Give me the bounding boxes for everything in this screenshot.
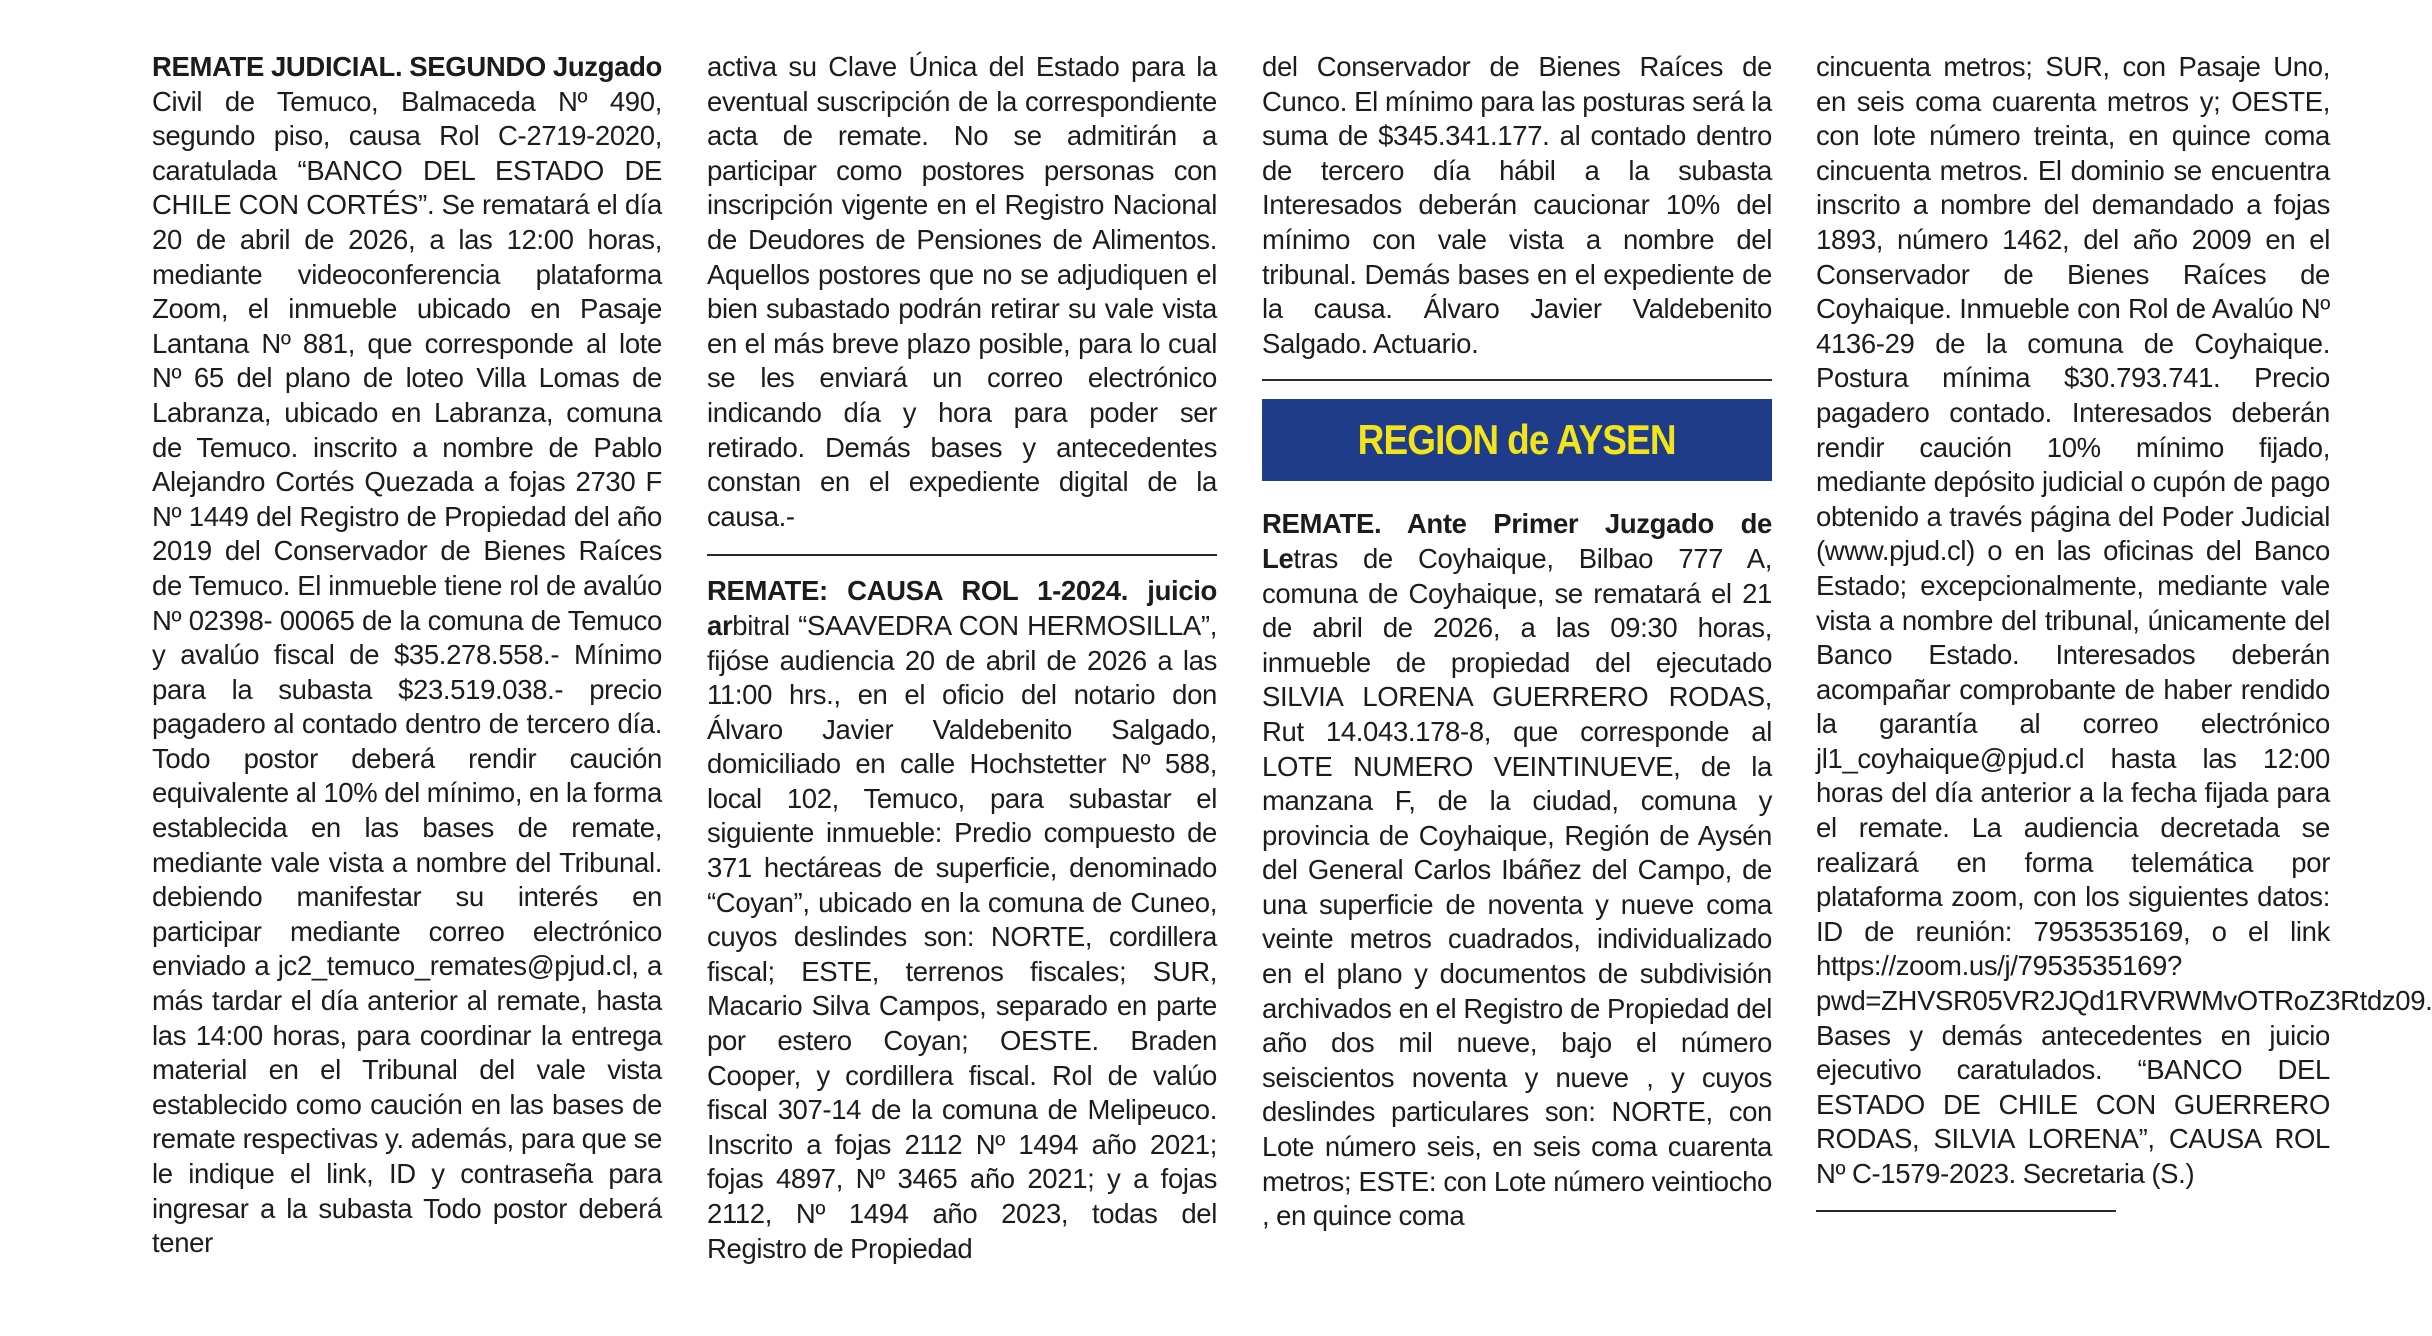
notice-body: bitral “SAAVEDRA CON HERMOSILLA”, fijóse audiencia 20 de abril de 2026 a las 11:00 hrs., en el oficio del notario don Álvaro Javier Valdebenito Salgado, domiciliado en calle Hochstetter Nº 588, local 102, Temuco, para subastar el siguiente inmueble: Predio compuesto de 371 hectáreas de superficie, denominado “Coyan”, ubicado en la comuna de Cuneo, cuyos deslindes son: NORTE, cordillera fiscal; ESTE, terrenos fiscales; SUR, Macario Silva Campos, separado en parte por estero Coyan; OESTE. Braden Cooper, y cordillera fiscal. Rol de valúo fiscal 307-14 de la comuna de Melipeuco. Inscrito a fojas 2112 Nº 1494 año 2021; fojas 4897, Nº 3465 año 2021; y a fojas 2112, Nº 1494 año 2023, todas del Registro de Propiedad <box>707 609 1217 1264</box>
notice-heading: REMATE: CAUSA ROL 1-2024. juicio ar <box>707 575 1217 641</box>
notice-body: Civil de Temuco, Balmaceda Nº 490, segundo piso, causa Rol C-2719-2020, caratulada “BANCO DEL ESTADO DE CHILE CON CORTÉS”. Se rematará el día 20 de abril de 2026, a las 12:00 horas, mediante videoconferencia plataforma Zoom, el inmueble ubicado en Pasaje Lantana Nº 881, que corresponde al lote Nº 65 del plano de loteo Villa Lomas de Labranza, ubicado en Labranza, comuna de Temuco. inscrito a nombre de Pablo Alejandro Cortés Quezada a fojas 2730 F Nº 1449 del Registro de Propiedad del año 2019 del Conservador de Bienes Raíces de Temuco. El inmueble tiene rol de avalúo Nº 02398- 00065 de la comuna de Temuco y avalúo fiscal de $35.278.558.- Mínimo para la subasta $23.519.038.- precio pagadero al contado dentro de tercero día. Todo postor deberá rendir caución equivalente al 10% del mínimo, en la forma establecida en las bases de remate, mediante vale vista a nombre del Tribunal. debiendo manifestar su interés en participar mediante correo electrónico enviado a jc2_temuco_remates@pjud.cl, a más tardar el día anterior al remate, hasta las 14:00 horas, para coordinar la entrega material en el Tribunal del vale vista establecido como caución en las bases de remate respectivas y. además, para que se le indique el link, ID y contraseña para ingresar a la subasta Todo postor deberá tener <box>152 85 662 1259</box>
column-1 <box>152 50 662 1261</box>
notice-heading: REMATE JUDICIAL. SEGUNDO Juzgado <box>152 51 662 82</box>
column-4 <box>1816 50 2432 1212</box>
notice-body: tras de Coyhaique, Bilbao 777 A, comuna de Coyhaique, se rematará el 21 de abril de 2026, a las 09:30 horas, inmueble de propiedad del ejecutado SILVIA LORENA GUERRERO RODAS, Rut 14.043.178-8, que corresponde al LOTE NUMERO VEINTINUEVE, de la manzana F, de la ciudad, comuna y provincia de Coyhaique, Región de Aysén del General Carlos Ibáñez del Campo, de una superficie de noventa y nueve coma veinte metros cuadrados, individualizado en el plano y documentos de subdivisión archivados en el Registro de Propiedad del año dos mil nueve, bajo el número seiscientos noventa y nueve , y cuyos deslindes particulares son: NORTE, con Lote número seis, en seis coma cuarenta metros; ESTE: con Lote número veintiocho , en quince coma <box>1262 542 1772 1232</box>
notice-continuation: del Conservador de Bienes Raíces de Cunco. El mínimo para las posturas será la suma de $345.341.177. al contado dentro de tercero día hábil a la subasta Interesados deberán caucionar 10% del mínimo con vale vista a nombre del tribunal. Demás bases en el expediente de la causa. Álvaro Javier Valdebenito Salgado. Actuario. <box>1262 51 1772 359</box>
column-2 <box>707 50 1217 1266</box>
notice-divider <box>707 554 1217 556</box>
notice-continuation: activa su Clave Única del Estado para la eventual suscripción de la correspondiente acta de remate. No se admitirán a participar como postores personas con inscripción vigente en el Registro Nacional de Deudores de Pensiones de Alimentos. Aquellos postores que no se adjudiquen el bien subastado podrán retirar su vale vista en el más breve plazo posible, para lo cual se les enviará un correo electrónico indicando día y hora para poder ser retirado. Demás bases y antecedentes constan en el expediente digital de la causa.- <box>707 51 1217 532</box>
section-banner <box>1262 399 1772 481</box>
notice-temuco-segundo-juzgado <box>152 50 662 1261</box>
notice-primer-juzgado-coyhaique <box>1262 507 1772 1233</box>
notice-heading: REMATE. Ante Primer Juzgado de Le <box>1262 508 1772 574</box>
notice-continuation: cincuenta metros; SUR, con Pasaje Uno, en seis coma cuarenta metros y; OESTE, con lote número treinta, en quince coma cincuenta metros. El dominio se encuentra inscrito a nombre del demandado a fojas 1893, número 1462, del año 2009 en el Conservador de Bienes Raíces de Coyhaique. Inmueble con Rol de Avalúo Nº 4136-29 de la comuna de Coyhaique. Postura mínima $30.793.741. Precio pagadero contado. Interesados deberán rendir caución 10% mínimo fijado, mediante depósito judicial o cupón de pago obtenido a través página del Poder Judicial (www.pjud.cl) o en las oficinas del Banco Estado; excepcionalmente, mediante vale vista a nombre del tribunal, únicamente del Banco Estado. Interesados deberán acompañar comprobante de haber rendido la garantía al correo electrónico jl1_coyhaique@pjud.cl hasta las 12:00 horas del día anterior a la fecha fijada para el remate. La audiencia decretada se realizará en forma telemática por plataforma zoom, con los siguientes datos: ID de reunión: 7953535169, o el link https://zoom.us/j/7953535169?pwd=ZHVSR05VR2JQd1RVRWMvOTRoZ3Rtdz09. Bases y demás antecedentes en juicio ejecutivo caratulados. “BANCO DEL ESTADO DE CHILE CON GUERRERO RODAS, SILVIA LORENA”, CAUSA ROL Nº C-1579-2023. Secretaria (S.) <box>1816 51 2432 1189</box>
notice-end-rule <box>1816 1210 2116 1212</box>
column-3 <box>1262 50 1772 1234</box>
section-title: REGION de AYSEN <box>1358 416 1676 464</box>
section-divider <box>1262 379 1772 381</box>
notice-causa-rol-1-2024 <box>707 574 1217 1266</box>
